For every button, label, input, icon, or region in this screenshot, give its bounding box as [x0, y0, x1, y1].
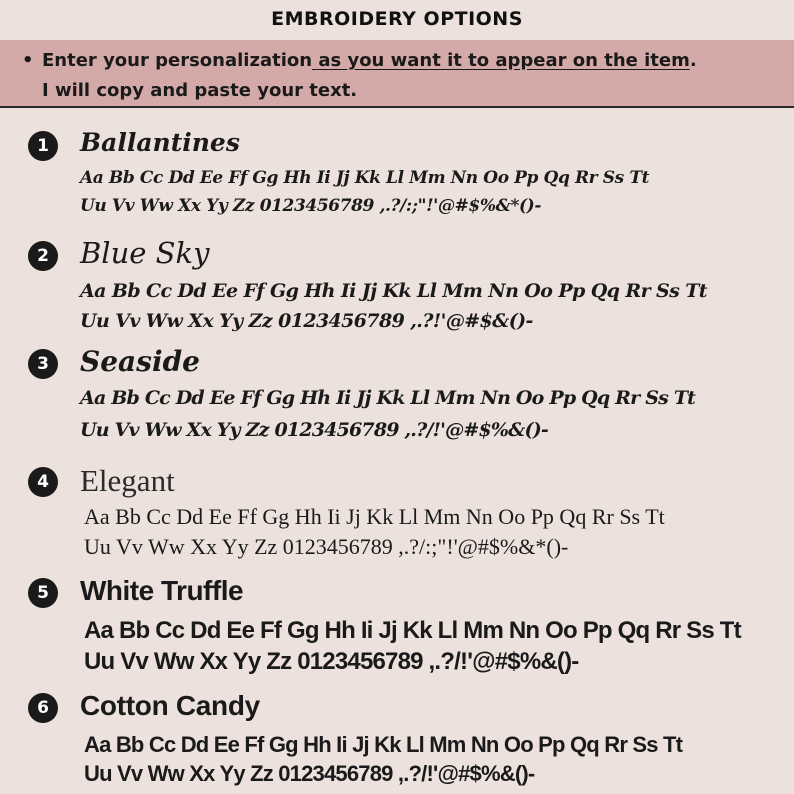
font-number-badge: 6	[28, 693, 58, 723]
font-sample-row-1: Aa Bb Cc Dd Ee Ff Gg Hh Ii Jj Kk Ll Mm Nn Oo Pp Qq Rr Ss Tt	[80, 280, 707, 302]
font-name: Cotton Candy	[80, 690, 260, 721]
page-title: EMBROIDERY OPTIONS	[271, 8, 523, 30]
font-sample-row-2: Uu Vv Ww Xx Yy Zz 0123456789 ,.?/:;"!'@#$%&*()-	[84, 534, 569, 559]
font-name: Seaside	[80, 345, 200, 378]
font-number-badge: 5	[28, 578, 58, 608]
font-number-badge: 2	[28, 241, 58, 271]
instruction-line-2: I will copy and paste your text.	[42, 80, 358, 101]
font-name: Elegant	[80, 463, 175, 498]
instruction-text: Enter your personalization	[42, 50, 313, 71]
font-name: White Truffle	[80, 575, 244, 606]
font-sample-row-1: Aa Bb Cc Dd Ee Ff Gg Hh Ii Jj Kk Ll Mm Nn Oo Pp Qq Rr Ss Tt	[84, 732, 683, 757]
font-sample-row-1: Aa Bb Cc Dd Ee Ff Gg Hh Ii Jj Kk Ll Mm Nn Oo Pp Qq Rr Ss Tt	[84, 617, 741, 644]
font-sample-row-2: Uu Vv Ww Xx Yy Zz 0123456789 ,.?/:;"!'@#$%&*()-	[80, 196, 541, 216]
instruction-line-1	[22, 50, 697, 71]
font-sample-row-1: Aa Bb Cc Dd Ee Ff Gg Hh Ii Jj Kk Ll Mm Nn Oo Pp Qq Rr Ss Tt	[80, 387, 696, 409]
font-sample-row-1: Aa Bb Cc Dd Ee Ff Gg Hh Ii Jj Kk Ll Mm Nn Oo Pp Qq Rr Ss Tt	[80, 168, 650, 188]
font-sample-row-2: Uu Vv Ww Xx Yy Zz 0123456789 ,.?!'@#$&()-	[80, 310, 533, 332]
font-number-badge: 3	[28, 349, 58, 379]
instruction-underlined-text: as you want it to appear on the item	[312, 50, 690, 71]
bullet: •	[22, 50, 34, 71]
instruction-period: .	[689, 50, 697, 71]
font-sample-row-1: Aa Bb Cc Dd Ee Ff Gg Hh Ii Jj Kk Ll Mm Nn Oo Pp Qq Rr Ss Tt	[84, 504, 665, 529]
instructions-banner	[0, 40, 794, 108]
font-number-badge: 1	[28, 131, 58, 161]
font-number-badge: 4	[28, 467, 58, 497]
font-name: Blue Sky	[80, 236, 210, 270]
font-name: Ballantines	[80, 128, 240, 157]
font-sample-row-2: Uu Vv Ww Xx Yy Zz 0123456789 ,.?/!'@#$%&()-	[84, 648, 579, 675]
font-sample-row-2: Uu Vv Ww Xx Yy Zz 0123456789 ,.?/!'@#$%&()-	[80, 419, 548, 441]
font-sample-row-2: Uu Vv Ww Xx Yy Zz 0123456789 ,.?/!'@#$%&()-	[84, 761, 535, 786]
